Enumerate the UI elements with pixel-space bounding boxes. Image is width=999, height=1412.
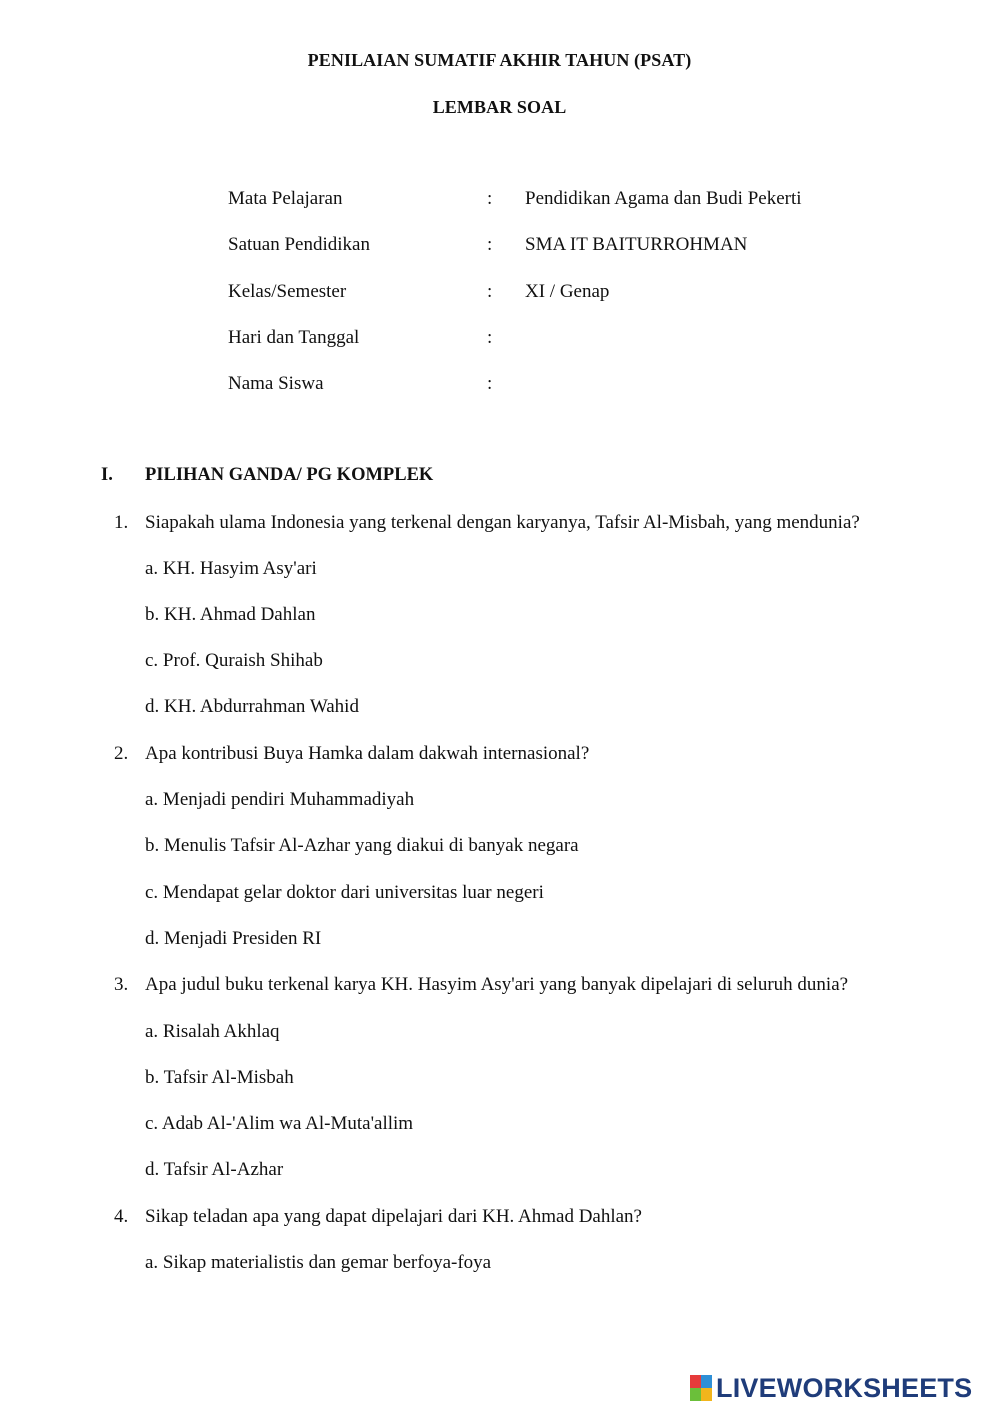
question-number: 4. [114, 1206, 129, 1227]
option-text: a. Menjadi pendiri Muhammadiyah [145, 789, 415, 810]
option-text: d. Tafsir Al-Azhar [145, 1159, 284, 1180]
question-number: 2. [114, 743, 129, 764]
option-text: a. Sikap materialistis dan gemar berfoya-foya [145, 1252, 492, 1273]
page-subtitle: LEMBAR SOAL [432, 97, 567, 117]
info-row-subject [0, 188, 999, 214]
section-number: I. [101, 465, 113, 485]
info-colon: : [487, 373, 493, 394]
info-label: Mata Pelajaran [228, 188, 343, 209]
info-label: Nama Siswa [228, 373, 324, 394]
question-text: Siapakah ulama Indonesia yang terkenal dengan karyanya, Tafsir Al-Misbah, yang mendunia? [145, 512, 860, 533]
option-text: b. Tafsir Al-Misbah [145, 1067, 294, 1088]
question-number: 3. [114, 974, 129, 995]
info-value: SMA IT BAITURROHMAN [525, 234, 748, 255]
option-text: c. Prof. Quraish Shihab [145, 650, 323, 671]
info-colon: : [487, 281, 493, 302]
info-label: Kelas/Semester [228, 281, 347, 302]
info-value: XI / Genap [525, 281, 610, 302]
brand-text: LIVEWORKSHEETS [716, 1372, 973, 1403]
option-text: a. Risalah Akhlaq [145, 1021, 280, 1042]
page-title: PENILAIAN SUMATIF AKHIR TAHUN (PSAT) [307, 50, 692, 70]
info-row-school [0, 234, 999, 260]
section-title: PILIHAN GANDA/ PG KOMPLEK [145, 465, 434, 485]
option-text: c. Mendapat gelar doktor dari universitas luar negeri [145, 882, 544, 903]
info-value: Pendidikan Agama dan Budi Pekerti [525, 188, 802, 209]
logo-square [701, 1375, 712, 1388]
logo-square [690, 1375, 701, 1388]
question-text: Apa kontribusi Buya Hamka dalam dakwah internasional? [145, 743, 590, 764]
option-text: d. KH. Abdurrahman Wahid [145, 696, 359, 717]
option-text: c. Adab Al-'Alim wa Al-Muta'allim [145, 1113, 414, 1134]
info-row-class [0, 281, 999, 307]
question-text: Sikap teladan apa yang dapat dipelajari dari KH. Ahmad Dahlan? [145, 1206, 642, 1227]
option-text: b. Menulis Tafsir Al-Azhar yang diakui di banyak negara [145, 835, 579, 856]
option-text: a. KH. Hasyim Asy'ari [145, 558, 317, 579]
info-row-student-name [0, 373, 999, 399]
info-label: Hari dan Tanggal [228, 327, 360, 348]
info-colon: : [487, 188, 493, 209]
question-text: Apa judul buku terkenal karya KH. Hasyim Asy'ari yang banyak dipelajari di seluruh dunia? [145, 974, 849, 995]
option-text: b. KH. Ahmad Dahlan [145, 604, 316, 625]
info-label: Satuan Pendidikan [228, 234, 370, 255]
info-colon: : [487, 234, 493, 255]
info-row-date [0, 327, 999, 353]
liveworksheets-watermark [690, 1372, 972, 1404]
question-number: 1. [114, 512, 129, 533]
info-colon: : [487, 327, 493, 348]
logo-square [690, 1388, 701, 1401]
logo-square [701, 1388, 712, 1401]
liveworksheets-logo-icon [690, 1375, 712, 1401]
option-text: d. Menjadi Presiden RI [145, 928, 322, 949]
